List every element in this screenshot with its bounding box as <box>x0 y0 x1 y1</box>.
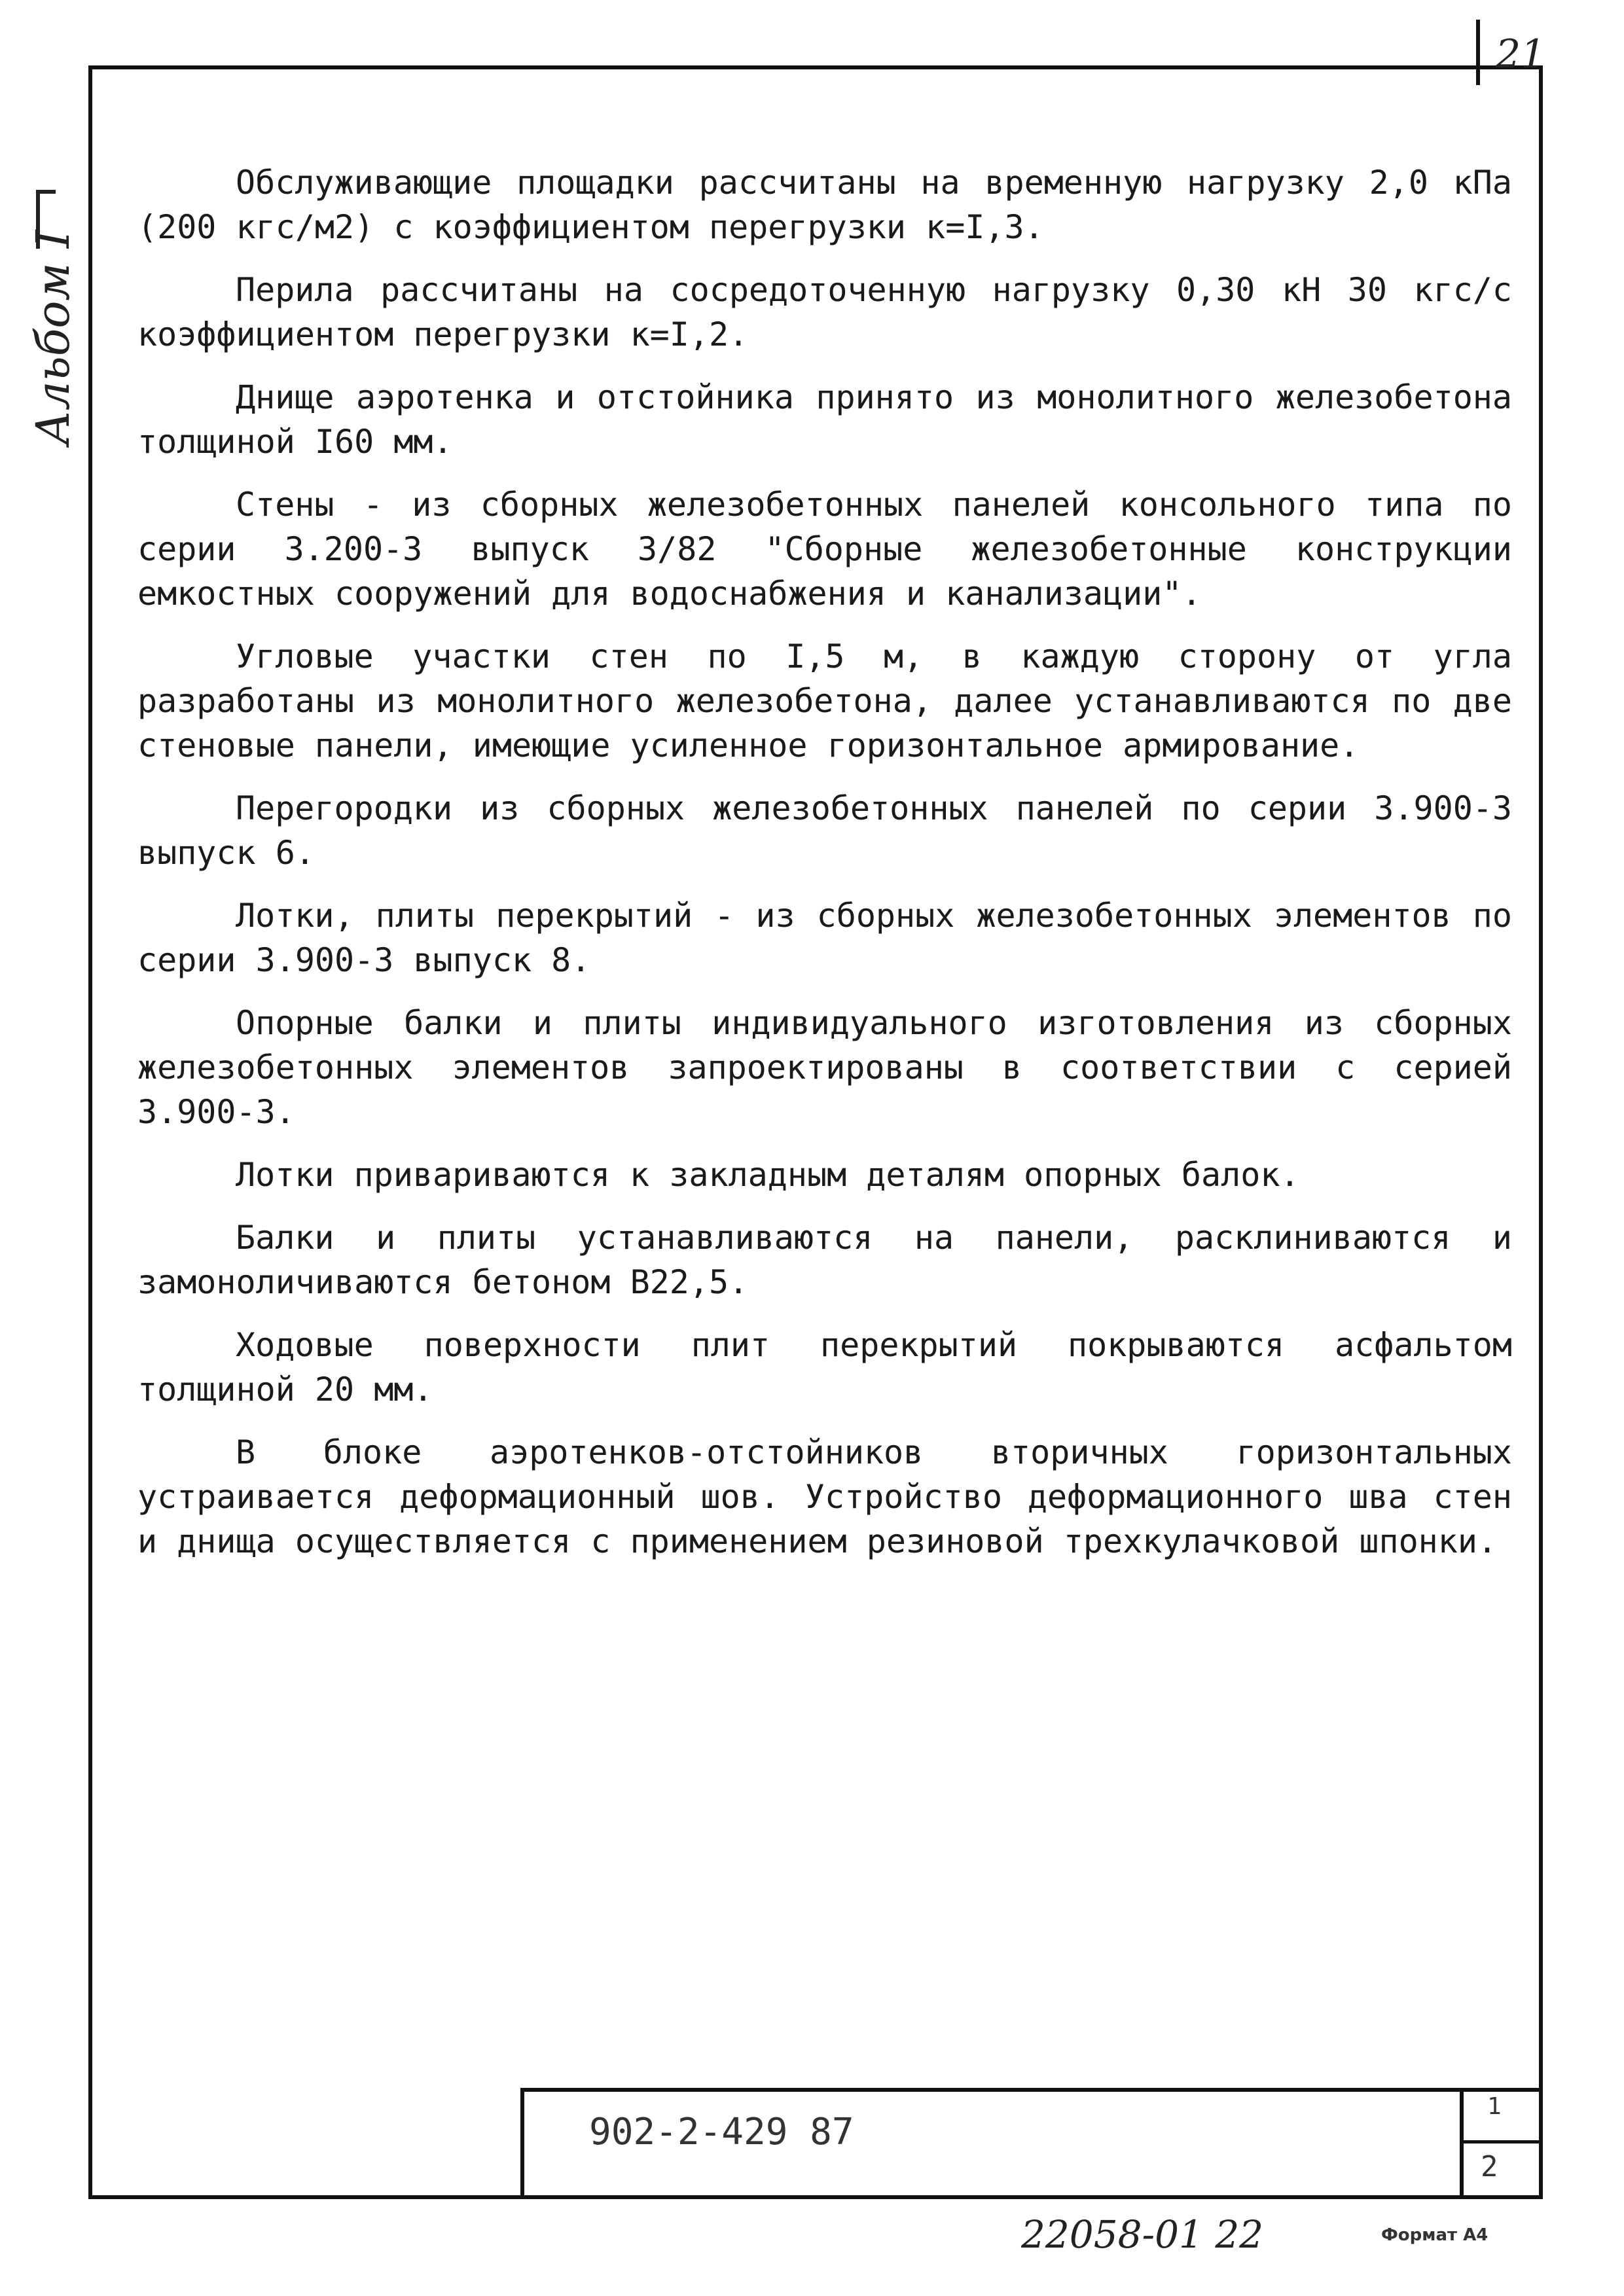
format-label: Формат А4 <box>1381 2225 1489 2245</box>
paragraph: Перила рассчитаны на сосредоточенную нагрузку 0,30 кН 30 кгс/с коэффициентом перегрузки к=I,2. <box>137 271 1512 353</box>
document-code: 902-2-429 87 <box>589 2111 854 2153</box>
paragraph: Лотки, плиты перекрытий - из сборных железобетонных элементов по серии 3.900-3 выпуск 8. <box>137 897 1512 979</box>
paragraph: Днище аэротенка и отстойника принято из монолитного железобетона толщиной I60 мм. <box>137 378 1512 461</box>
paragraph: Стены - из сборных железобетонных панелей консольного типа по серии 3.200-3 выпуск 3/82 "Сборные железобетонные конструкции емкостных сооружений для водоснабжения и канализации". <box>137 486 1512 613</box>
paragraph: Опорные балки и плиты индивидуального изготовления из сборных железобетонных элементов запроектированы в соответствии с серией 3.900-3. <box>137 1004 1512 1131</box>
paragraph: Обслуживающие площадки рассчитаны на временную нагрузку 2,0 кПа (200 кгс/м2) с коэффициентом перегрузки к=I,3. <box>137 164 1512 246</box>
paragraph: В блоке аэротенков-отстойников вторичных горизонтальных устраивается деформационный шов. Устройство деформационного шва стен и днища осуществляется с применением резиновой трехкулачковой шпонки. <box>137 1433 1512 1560</box>
album-side-label: Альбом I <box>26 230 80 445</box>
sheet-cell-top: 1 <box>1487 2093 1502 2120</box>
handwritten-inventory-code: 22058-01 22 <box>1021 2212 1264 2257</box>
sheet-cells-divider <box>1460 2140 1543 2144</box>
paragraph: Лотки привариваются к закладным деталям опорных балок. <box>236 1156 1300 1194</box>
paragraph: Ходовые поверхности плит перекрытий покрываются асфальтом толщиной 20 мм. <box>137 1326 1512 1408</box>
paragraph: Балки и плиты устанавливаются на панели, расклиниваются и замоноличиваются бетоном В22,5. <box>137 1219 1512 1301</box>
page-number: 21 <box>1496 31 1546 77</box>
document-body <box>137 160 1512 1582</box>
paragraph: Перегородки из сборных железобетонных панелей по серии 3.900-3 выпуск 6. <box>137 789 1512 872</box>
paragraph: Угловые участки стен по I,5 м, в каждую сторону от угла разработаны из монолитного железобетона, далее устанавливаются по две стеновые панели, имеющие усиленное горизонтальное армирование. <box>137 637 1512 764</box>
sheet-cell-bottom: 2 <box>1481 2150 1498 2183</box>
